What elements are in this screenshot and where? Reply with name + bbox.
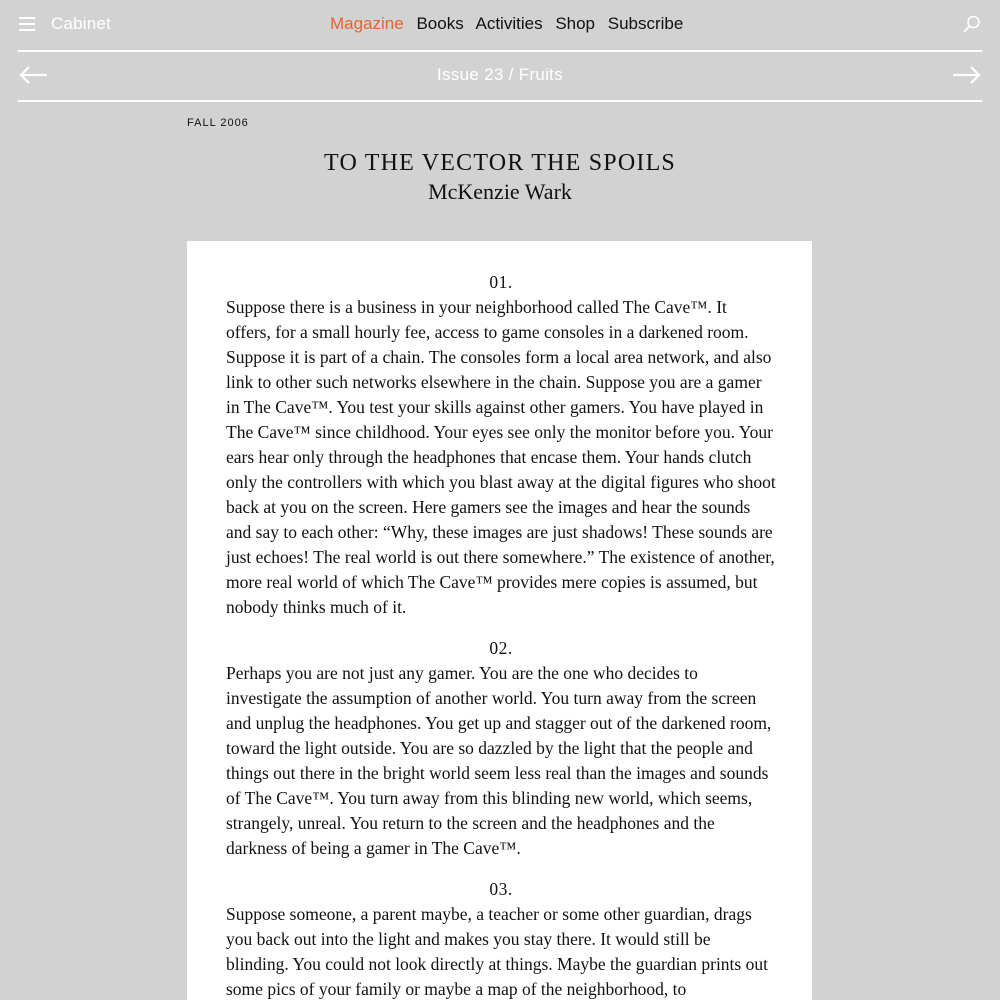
article-card	[187, 241, 812, 1000]
section-paragraph: Perhaps you are not just any gamer. You are the one who decides to investigate the assumption of another world. You turn away from the screen and unplug the headphones. You get up and stagger out of the darkened room, toward the light outside. You are so dazzled by the light that the people and things out there in the bright world seem less real than the images and sounds of The Cave™. You turn away from this blinding new world, which seems, strangely, unreal. You return to the screen and the headphones and the darkness of being a gamer in The Cave™.	[226, 663, 772, 858]
arrow-right-icon[interactable]	[952, 66, 982, 84]
article-author[interactable]: McKenzie Wark	[428, 179, 572, 204]
main-nav	[330, 14, 691, 34]
issue-bar	[18, 52, 982, 102]
section-number: 03.	[489, 879, 513, 899]
article-body	[226, 270, 776, 1000]
issue-season: FALL 2006	[187, 117, 249, 129]
issue-title[interactable]: Issue 23 / Fruits	[436, 65, 564, 84]
nav-item-magazine[interactable]: Magazine	[330, 14, 404, 33]
nav-item-shop[interactable]: Shop	[555, 14, 596, 33]
section-paragraph: Suppose there is a business in your neighborhood called The Cave™. It offers, for a small hourly fee, access to game consoles in a darkened room. Suppose it is part of a chain. The consoles form a local area network, and also link to other such networks elsewhere in the chain. Suppose you are a gamer in The Cave™. You test your skills against other gamers. You have played in The Cave™ since childhood. Your eyes see only the monitor before you. Your ears hear only through the headphones that encase them. Your hands clutch only the controllers with which you blast away at the digital figures who shoot back at you on the screen. Here gamers see the images and hear the sounds and say to each other: “Why, these images are just shadows! These sounds are just echoes! The real world is out there somewhere.” The existence of another, more real world of which The Cave™ provides mere copies is assumed, but nobody thinks much of it.	[226, 297, 776, 617]
nav-item-books[interactable]: Books	[416, 14, 464, 33]
section-number: 02.	[489, 638, 513, 658]
article-title: TO THE VECTOR THE SPOILS	[324, 150, 676, 176]
top-nav	[18, 0, 982, 52]
nav-item-activities[interactable]: Activities	[475, 14, 543, 33]
section-paragraph: Suppose someone, a parent maybe, a teacher or some other guardian, drags you back out into the light and makes you stay there. It would still be blinding. You could not look directly at things. Maybe the guardian prints out some pics of your family or maybe a map of the neighborhood, to	[226, 904, 768, 999]
hamburger-menu-icon[interactable]	[19, 17, 35, 31]
search-icon[interactable]	[963, 15, 981, 33]
nav-item-subscribe[interactable]: Subscribe	[607, 14, 684, 33]
brand-logo[interactable]: Cabinet	[51, 14, 111, 33]
section-number: 01.	[489, 272, 513, 292]
